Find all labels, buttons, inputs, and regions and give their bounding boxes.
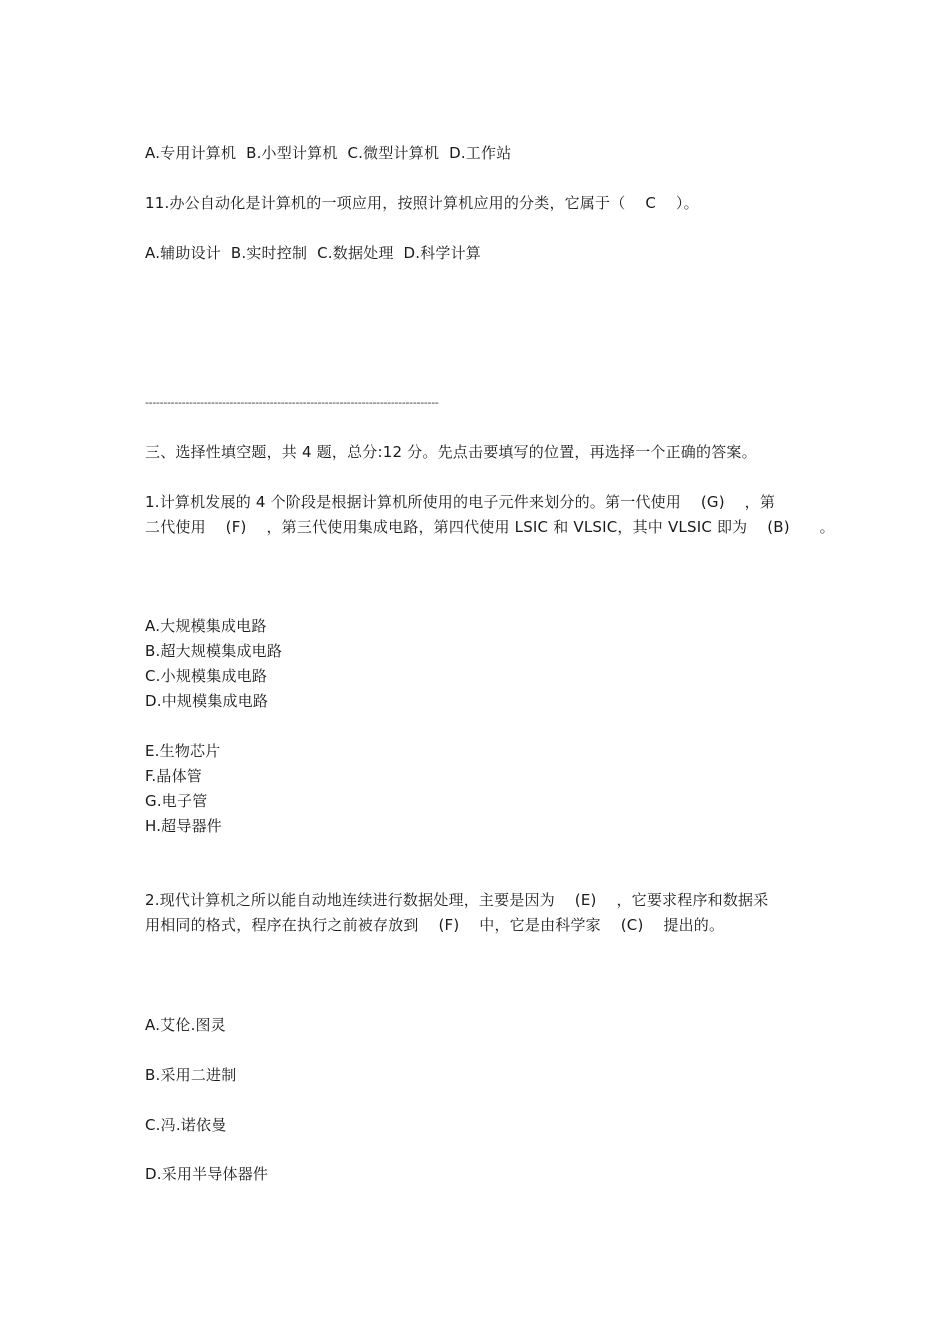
q1-option-d: D.中规模集成电路 [145, 692, 269, 710]
q11-options: A.辅助设计 B.实时控制 C.数据处理 D.科学计算 [145, 244, 481, 262]
q2-option-d: D.采用半导体器件 [145, 1165, 269, 1183]
q1-option-h: H.超导器件 [145, 817, 222, 835]
q1-line1: 1.计算机发展的 4 个阶段是根据计算机所使用的电子元件来划分的。第一代使用 (G) ，第 [145, 493, 776, 511]
q1-line2: 二代使用 (F) ，第三代使用集成电路，第四代使用 LSIC 和 VLSIC，其中 VLSIC 即为 (B) 。 [145, 518, 835, 536]
q2-option-a: A.艾伦.图灵 [145, 1016, 226, 1034]
q2-line2: 用相同的格式，程序在执行之前被存放到 (F) 中，它是由科学家 (C) 提出的。 [145, 916, 725, 934]
q10-options: A.专用计算机 B.小型计算机 C.微型计算机 D.工作站 [145, 144, 512, 162]
q1-option-e: E.生物芯片 [145, 742, 221, 760]
q11-question: 11.办公自动化是计算机的一项应用，按照计算机应用的分类，它属于（ C ）。 [145, 194, 699, 212]
q1-option-b: B.超大规模集成电路 [145, 642, 283, 660]
q2-line1: 2.现代计算机之所以能自动地连续进行数据处理，主要是因为 (E) ，它要求程序和数据采 [145, 891, 769, 909]
q2-option-b: B.采用二进制 [145, 1066, 237, 1084]
q1-option-a: A.大规模集成电路 [145, 617, 267, 635]
q1-option-g: G.电子管 [145, 792, 208, 810]
q2-option-c: C.冯.诺依曼 [145, 1116, 227, 1134]
section-divider: -------------------------------------------------------------------------------- [145, 396, 439, 409]
section3-title: 三、选择性填空题，共 4 题，总分:12 分。先点击要填写的位置，再选择一个正确的答案。 [145, 443, 757, 461]
q1-option-c: C.小规模集成电路 [145, 667, 268, 685]
q1-option-f: F.晶体管 [145, 767, 202, 785]
